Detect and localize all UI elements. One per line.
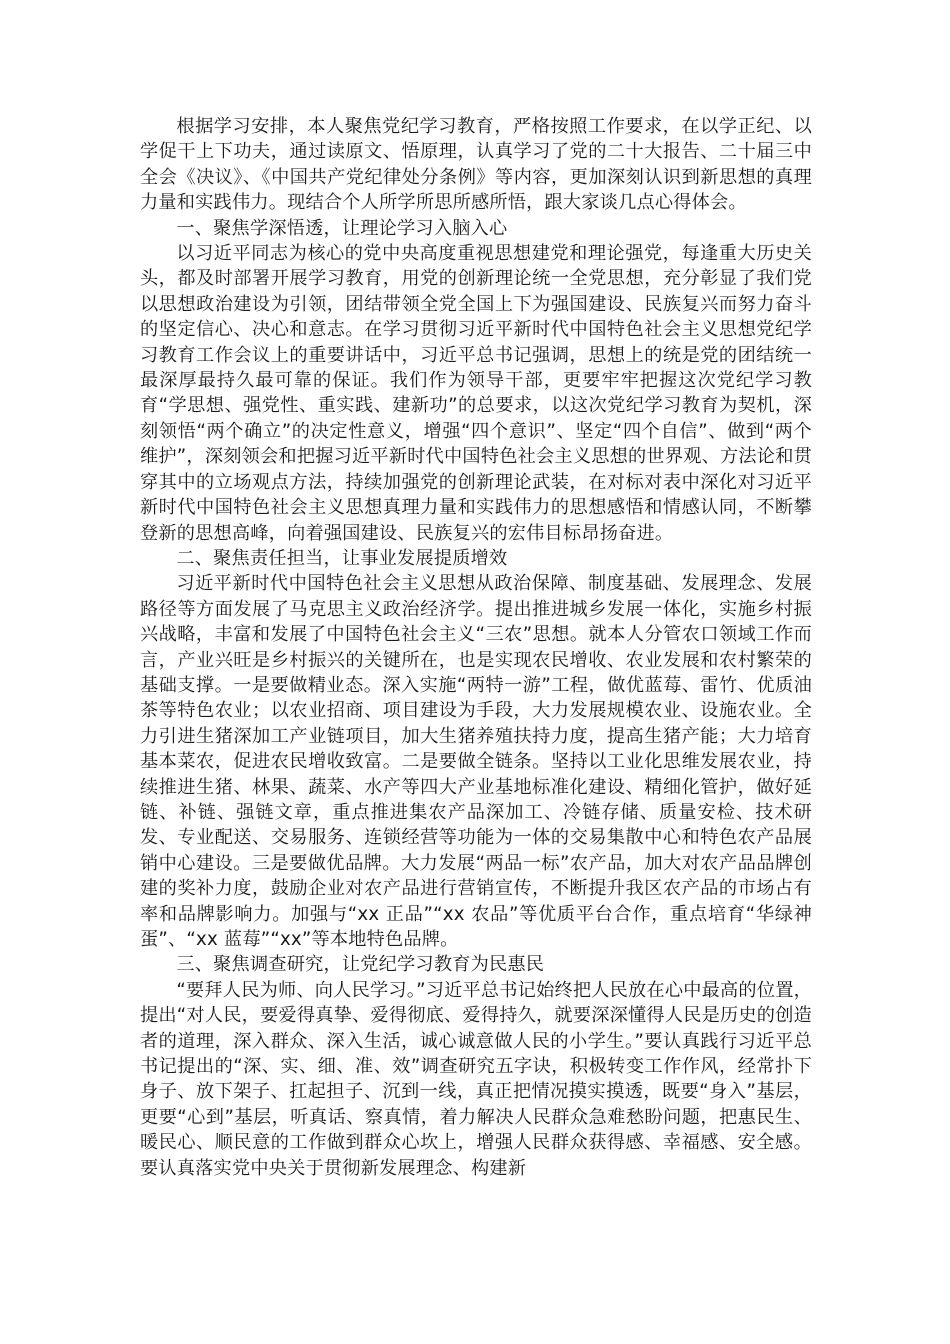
section-body-2: 习近平新时代中国特色社会主义思想从政治保障、制度基础、发展理念、发展路径等方面发展了马克思主义政治经济学。提出推进城乡发展一体化，实施乡村振兴战略，丰富和发展了中国特色社会主义“三农”思想。就本人分管农口领域工作而言，产业兴旺是乡村振兴的关键所在，也是实现农民增收、农业发展和农村繁荣的基础支撑。一是要做精业态。深入实施“两特一游”工程，做优蓝莓、雷竹、优质油茶等特色农业；以农业招商、项目建设为手段，大力发展规模农业、设施农业。全力引进生猪深加工产业链项目，加大生猪养殖扶持力度，提高生猪产能；大力培育基本菜农，促进农民增收致富。二是要做全链条。坚持以工业化思维发展农业，持续推进生猪、林果、蔬菜、水产等四大产业基地标准化建设、精细化管护，做好延链、补链、强链文章，重点推进集农产品深加工、冷链存储、质量安检、技术研发、专业配送、交易服务、连锁经营等功能为一体的交易集散中心和特色农产品展销中心建设。三是要做优品牌。大力发展“两品一标”农产品，加大对农产品品牌创建的奖补力度，鼓励企业对农产品进行营销宣传，不断提升我区农产品的市场占有率和品牌影响力。加强与“xx 正品”“xx 农品”等优质平台合作，重点培育“华绿神蛋”、“xx 蓝莓”“xx”等本地特色品牌。 — [140, 573, 812, 950]
section-heading-2: 二、聚焦责任担当，让事业发展提质增效 — [176, 547, 508, 569]
intro-paragraph: 根据学习安排，本人聚焦党纪学习教育，严格按照工作要求，在以学正纪、以学促干上下功夫，通过读原文、悟原理，认真学习了党的二十大报告、二十届三中全会《决议》、《中国共产党纪律处分条例》等内容，更加深刻认识到新思想的真理力量和实践伟力。现结合个人所学所思所感所悟，跟大家谈几点心得体会。 — [140, 116, 812, 214]
section-heading-3: 三、聚焦调查研究，让党纪学习教育为民惠民 — [176, 954, 545, 976]
document-page — [140, 114, 812, 1181]
section-body-1: 以习近平同志为核心的党中央高度重视思想建党和理论强党，每逢重大历史关头，都及时部署开展学习教育，用党的创新理论统一全党思想，充分彰显了我们党以思想政治建设为引领，团结带领全党全国上下为强国建设、民族复兴而努力奋斗的坚定信心、决心和意志。在学习贯彻习近平新时代中国特色社会主义思想党纪学习教育工作会议上的重要讲话中，习近平总书记强调，思想上的统是党的团结统一最深厚最持久最可靠的保证。我们作为领导干部，更要牢牢把握这次党纪学习教育“学思想、强党性、重实践、建新功”的总要求，以这次党纪学习教育为契机，深刻领悟“两个确立”的决定性意义，增强“四个意识”、坚定“四个自信”、做到“两个维护”，深刻领会和把握习近平新时代中国特色社会主义思想的世界观、方法论和贯穿其中的立场观点方法，持续加强党的创新理论武装，在对标对表中深化对习近平新时代中国特色社会主义思想真理力量和实践伟力的思想感悟和情感认同，不断攀登新的思想高峰，向着强国建设、民族复兴的宏伟目标昂扬奋进。 — [140, 243, 812, 544]
section-heading-1: 一、聚焦学深悟透，让理论学习入脑入心 — [176, 217, 508, 239]
section-body-3: “要拜人民为师、向人民学习。”习近平总书记始终把人民放在心中最高的位置，提出“对人民，要爱得真挚、爱得彻底、爱得持久，就要深深懂得人民是历史的创造者的道理，深入群众、深入生活，诚心诚意做人民的小学生。”要认真践行习近平总书记提出的“深、实、细、准、效”调查研究五字诀，积极转变工作作风，经常扑下身子、放下架子、扛起担子、沉到一线，真正把情况摸实摸透，既要“身入”基层，更要“心到”基层，听真话、察真情，着力解决人民群众急难愁盼问题，把惠民生、暖民心、顺民意的工作做到群众心坎上，增强人民群众获得感、幸福感、安全感。要认真落实党中央关于贯彻新发展理念、构建新 — [140, 979, 812, 1179]
